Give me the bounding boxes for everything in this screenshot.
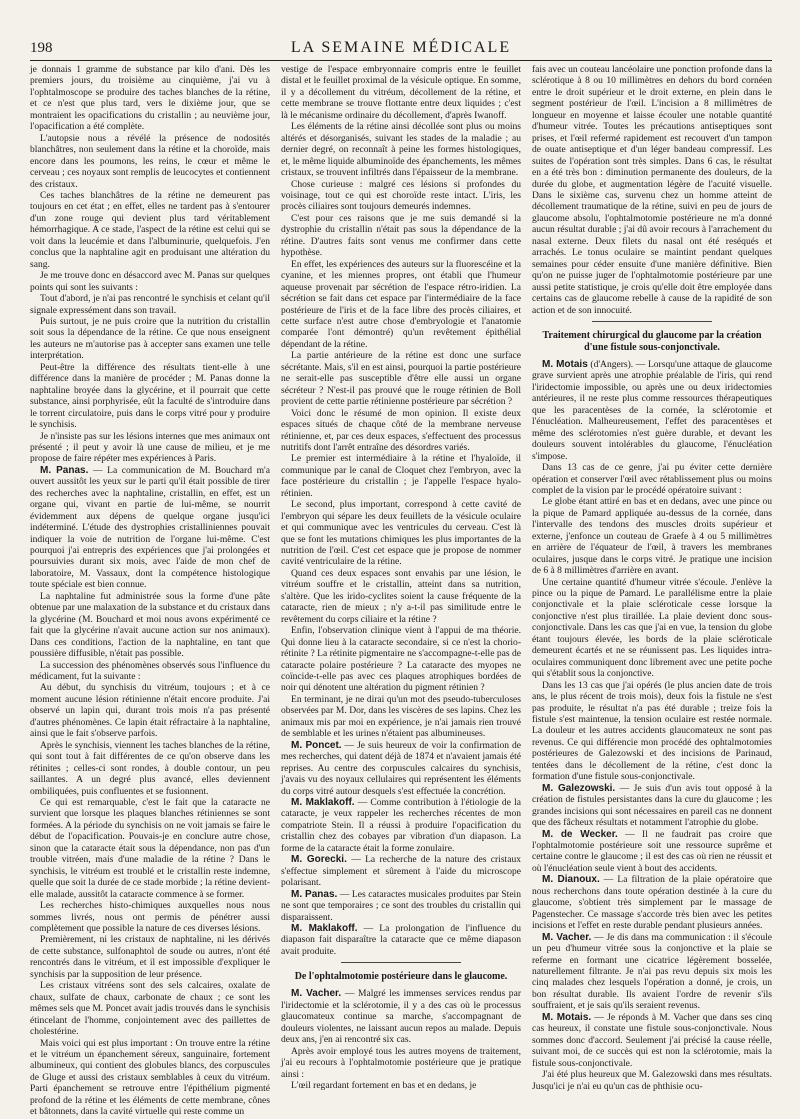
paragraph: [532, 462, 772, 496]
paragraph-text: fais avec un couteau lancéolaire une ponction profonde dans la sclérotique à 8 ou 10 millimètres en dehors du bord cornéen entre le droit supérieur et le droit externe, en plein dans le segment postérieur de l'œil. L'incision a 8 millimètres de longueur en moyenne et laisse écouler une notable quantité d'humeur vitrée. Toutes les précautions antiseptiques sont prises, et l'œil refermé rapidement est recouvert d'un tampon de ouate antiseptique et d'un léger bandeau compressif. Les suites de l'opération sont très simples. Dans 6 cas, le résultat en a été très bon : diminution permanente des douleurs, de la durée du globe, et augmentation légère de l'acuité visuelle. Dans le sixième cas, survenu chez un homme atteint de décollement traumatique de la rétine, suivi en peu de jours de glaucome absolu, l'ophtalmotomie postérieure ne m'a donné aucun résultat durable ; j'ai dû avoir recours à l'arrachement du nasal externe. Deux filets du nasal ont été reséqués et arrachés. Le tonus oculaire se maintint pendant quelques semaines pour céder ensuite d'une manière définitive. Bien qu'on ne puisse juger de l'ophtalmotomie postérieure par une aussi petite statistique, je crois qu'elle doit être employée dans certains cas de glaucome rebelle à cause de la rapidité de son action et de son innocuité.: [532, 64, 772, 316]
paragraph: [30, 591, 270, 660]
speaker-name: M. Vacher.: [291, 988, 342, 1000]
section-title: De l'ophtalmotomie postérieure dans le glaucome.: [294, 971, 508, 983]
paragraph: [281, 988, 521, 1045]
paragraph: [532, 1069, 772, 1092]
paragraph: [30, 1038, 270, 1118]
paragraph-text: Premièrement, ni les cristaux de naphtaline, ni les dérivés de cette substance, sulfonaphtol de soude ou autres, n'ont été rencontrés dans le vitréum, et il est impossible d'expliquer le synchisis par la supposition de leur présence.: [30, 934, 270, 980]
paragraph-text: La partie antérieure de la rétine est donc une surface sécrétante. Mais, s'il en est ainsi, pourquoi la partie postérieure ne serait-elle pas susceptible d'être elle aussi un organe sécréteur ? N'est-il pas prouvé que le rouge rétinien de Boll provient de cette partie rétinienne postérieure par sécrétion ?: [281, 350, 521, 408]
paragraph-text: — Comme contribution à l'étiologie de la cataracte, je veux rappeler les recherches récentes de mon compatriote Stein. Il a réussi à produire l'opacification du cristallin chez des cobayes par vibration d'un diapason. La forme de la cataracte était la forme zonulaire.: [281, 797, 521, 854]
paragraph-text: J'ai été plus heureux que M. Galezowski dans mes résultats. Jusqu'ici je n'ai eu qu'un cas de phthisie ocu-: [532, 1069, 772, 1092]
paragraph-text: — La communication de M. Bouchard m'a ouvert aussitôt les yeux sur le parti qu'il était possible de tirer des recherches avec la naphtaline, cristallin, en effet, est un organe qui, vivant en partie de lui-même, se nourrit évidemment aux dépens de quelque organe jusqu'ici indéterminé. L'étude des dystrophies cristalliniennes pouvait indiquer la voie de nutrition de l'organe lui-même. C'est pourquoi j'ai entrepris des expériences que j'ai prolongées et poursuivies durant six mois, avec l'aide de mon chef de laboratoire, M. Vassaux, dont la compétence histologique toute spéciale est bien connue.: [30, 464, 270, 591]
paragraph-text: C'est pour ces raisons que je me suis demandé si la dystrophie du cristallin n'était pas sous la dépendance de la rétine. D'autres faits sont venus me confirmer dans cette hypothèse.: [281, 212, 521, 259]
paragraph-text: — Je suis d'un avis tout opposé à la création de fistules persistantes dans la cure du glaucome ; les grandes incisions qui sont nécessaires en pareil cas ne donnent que des fâcheux résultats et notamment l'atrophie du globe.: [532, 782, 773, 829]
paragraph-text: — Les cataractes musicales produites par Stein ne sont que temporaires ; ce sont des troubles du cristallin qui disparaissent.: [281, 888, 521, 923]
paragraph-text: Une certaine quantité d'humeur vitrée s'écoule. J'enlève la pince ou la pique de Pamard. Le parallélisme entre la plaie conjonctivale et la plaie scléroticale cesse lorsque la conjonctive n'est plus tiraillée. La plaie devient donc sous-conjonctivale. Dans les cas que j'ai en vue, la tension du globe étant toujours élevée, les bords de la plaie scléroticale demeurent écartés et ne se réunissent pas. Les liquides intra-oculaires communiquent donc librement avec une petite poche qui s'établit sous la conjonctive.: [532, 576, 772, 680]
paragraph: [281, 740, 521, 797]
paragraph: [30, 682, 270, 739]
section-rule: [341, 962, 461, 963]
paragraph: [532, 680, 772, 783]
paragraph: [532, 932, 772, 1012]
paragraph: [532, 359, 772, 462]
paragraph-text: — Je suis heureux de voir la confirmation de mes recherches, qui datent déjà de 1874 et n'avaient jamais été reprises. Au centre des corpuscules calcaires du synchisis, j'avais vu des noyaux cellulaires qui représentent les éléments du corps vitré autour desquels s'est effectuée la concrétion.: [281, 739, 521, 797]
page-number: 198: [30, 40, 53, 56]
speaker-name: M. de Wecker.: [542, 828, 618, 840]
paragraph: [532, 874, 772, 931]
paragraph-text: L'œil regardant fortement en bas et en dedans, je: [291, 1079, 477, 1091]
speaker-name: M. Dianoux.: [542, 874, 600, 886]
paragraph: [532, 829, 772, 875]
paragraph-text: Puis surtout, je ne puis croire que la nutrition du cristallin soit sous la dépendance de la rétine. Ce que nous enseignent les auteurs ne m'autorise pas à accepter sans examen une telle interprétation.: [30, 315, 270, 362]
paragraph: [30, 293, 270, 316]
paragraph: [281, 1080, 521, 1091]
paragraph: [281, 259, 521, 351]
paragraph-text: Après avoir employé tous les autres moyens de traitement, j'ai eu recours à l'ophtalmotomie postérieure que je pratique ainsi :: [281, 1045, 521, 1080]
paragraph-text: Chose curieuse : malgré ces lésions si profondes du voisinage, tout ce qui est choroïde reste intact. L'iris, les procès ciliaires sont toujours demeurés indemnes.: [281, 178, 521, 213]
paragraph-text: Le second, plus important, correspond à cette cavité de l'embryon qui sépare les deux feuillets de la vésicule oculaire et qui communique avec les ventricules du cerveau. C'est là que se font les mutations chimiques les plus importantes de la nutrition de l'œil. C'est cet espace que je propose de nommer cavité ventriculaire de la rétine.: [281, 499, 521, 568]
column-right: [532, 64, 772, 1118]
paragraph-text: Je n'insiste pas sur les lésions internes que mes animaux ont présenté ; il peut y avoir là une cause de milieu, et je me propose de faire répéter mes expériences à Paris.: [30, 430, 270, 465]
paragraph: [281, 568, 521, 625]
paragraph: [30, 900, 270, 934]
paragraph-text: Mais voici qui est plus important : On trouve entre la rétine et le vitréum un épanchement séreux, sanguinaire, fortement albumineux, qui contient des globules blancs, des corpuscules de Gluge et aussi des cristaux semblables à ceux du vitréum. Parti épanchement se retrouve entre l'épithélium pigmenté profond de la rétine et les éléments de cette membrane, cônes et bâtonnets, dans la cavité virtuelle qui reste comme un: [30, 1037, 270, 1118]
paragraph-text: La naphtaline fut administrée sous la forme d'une pâte obtenue par une malaxation de la substance et du cristaux dans la glycérine (M. Bouchard et moi nous avons expérimenté ce fait que la glycérine n'avait aucune action sur nos animaux). Dans ces conditions, l'action de la naphtaline, en tant que poussière diffusible, n'était pas possible.: [30, 590, 270, 660]
speaker-name: M. Maklakoff.: [291, 922, 358, 934]
paragraph: [281, 408, 521, 454]
paragraph-text: Enfin, l'observation clinique vient à l'appui de ma théorie. Qui donne lieu à la cataracte secondaire, si ce n'est la chorio-rétinite ? La rétinite pigmentaire ne s'accompagne-t-elle pas de cataracte polaire postérieure ? La cataracte des myopes ne coïncide-t-elle pas avec ces plaques atrophiques bordées de noir qui dénotent une altération du pigment rétinien ?: [281, 625, 521, 694]
speaker-name: M. Maklakoff.: [291, 797, 355, 808]
paragraph: [281, 64, 521, 121]
paragraph: [532, 577, 772, 680]
paragraph: [281, 797, 521, 854]
journal-title: LA SEMAINE MÉDICALE: [290, 39, 512, 56]
section-title: Traitement chirurgical du glaucome par la création d'une fistule sous-conjonctivale.: [542, 329, 762, 353]
speaker-name: M. Gorecki.: [291, 854, 347, 866]
speaker-name: M. Motais: [542, 358, 588, 370]
paragraph: [30, 133, 270, 190]
paragraph-text: — La recherche de la nature des cristaux s'effectue simplement et sûrement à l'aide du microscope polarisant.: [281, 854, 521, 889]
paragraph: [281, 625, 521, 694]
article-columns: [30, 64, 773, 1118]
paragraph-text: Tout d'abord, je n'ai pas rencontré le synchisis et celant qu'il signale expressément dans son travail.: [30, 293, 270, 316]
paragraph: [281, 350, 521, 407]
paragraph: [30, 934, 270, 980]
paragraph-text: En effet, les expériences des auteurs sur la fluorescéine et la cyanine, et les miennes propres, ont établi que l'humeur aqueuse provenait par sécrétion de l'espace rétro-iridien. La sécrétion se fait dans cet espace par l'intermédiaire de la face postérieure de l'iris et de la face libre des procès ciliaires, et cette surface n'est autre chose d'embryologie et l'anatomie comparée l'ont démontré) qu'un revêtement épithélial dépendant de la rétine.: [281, 258, 521, 350]
paragraph: [281, 453, 521, 499]
paragraph: [30, 740, 270, 797]
paragraph-text: Je me trouve donc en désaccord avec M. Panas sur quelques points qui sont les suivants :: [30, 270, 270, 293]
paragraph: [281, 499, 521, 568]
paragraph: [281, 854, 521, 888]
paragraph-text: Ce qui est remarquable, c'est le fait que la cataracte ne survient que lorsque les plaques blanches rétiniennes se sont formées. A la période du synchisis on ne voit jamais se faire le début de l'opacification. Pouvais-je en conclure autre chose, sinon que la cataracte était sous la dépendance, non pas d'un trouble vitréen, mais d'une maladie de la rétine ? Dans le synchisis, le vitréum est troublé et le cristallin reste indemne, quelle que soit la durée de ce stade morbide ; la rétine devient-elle malade, aussitôt la cataracte commence à se former.: [30, 797, 270, 900]
speaker-name: M. Poncet.: [291, 739, 342, 751]
paragraph: [532, 783, 772, 829]
paragraph-text: Peut-être la différence des résultats tient-elle à une différence dans la manière de procéder ; M. Panas donne la naphtaline broyée dans la glycérine, et il pourrait que cette substance, ainsi porphyrisée, eût la faculté de s'introduire dans le torrent circulatoire, puis dans le corps vitré pour y produire le synchisis.: [30, 361, 270, 431]
paragraph-text: je donnais 1 gramme de substance par kilo d'ani. Dès les premiers jours, du troisième au cinquième, j'ai vu à l'ophtalmoscope se produire des taches blanches de la rétine, et ce n'est que plus tard, vers le dixième jour, que se montraient les opacifications du cristallin ; au neuvième jour, l'opacification a été complète.: [30, 64, 270, 133]
paragraph: [532, 1012, 772, 1069]
paragraph-text: En terminant, je ne dirai qu'un mot des pseudo-tuberculoses observées par M. Dor, dans les viscères de ses lapins. Chez les animaux mis par moi en expérience, je n'ai jamais rien trouvé de semblable et les urines n'étaient pas albumineuses.: [281, 693, 521, 740]
speaker-name: M. Vacher.: [542, 931, 592, 943]
paragraph-text: La succession des phénomènes observés sous l'influence du médicament, fut la suivante :: [30, 659, 270, 683]
paragraph: [30, 980, 270, 1037]
paragraph: [30, 797, 270, 900]
paragraph: [30, 190, 270, 270]
paragraph-text: Voici donc le résumé de mon opinion. Il existe deux espaces situés de chaque côté de la membrane nerveuse rétinienne, et, par ces deux espaces, s'effectuent des processus nutritifs dont l'arrêt entraîne des désordres variés.: [281, 407, 521, 453]
paragraph-text: Les cristaux vitréens sont des sels calcaires, oxalate de chaux, sulfate de chaux, carbonate de chaux ; ce sont les mêmes sels que M. Poncet avait jadis trouvés dans le synchisis étincelant de l'homme, conjointement avec des paillettes de cholestérine.: [30, 980, 270, 1038]
paragraph-text: — La prolongation de l'influence du diapason fait disparaître la cataracte que ce même diapason avait produite.: [281, 922, 521, 957]
paragraph-text: (d'Angers). — Lorsqu'une attaque de glaucome grave survient après une atrophie préalable de l'iris, qui rend l'iridectomie impossible, ou après une ou deux iridectomies antérieures, il ne reste plus comme ressources thérapeutiques que les paracentèses de la cornée, la sclérotomie et l'énucléation. Malheureusement, l'effet des paracentèses et même des sclérotomies n'est guère durable, et devant les douleurs souvent intolérables du glaucome, l'énucléation s'impose.: [532, 358, 772, 462]
page-header: [30, 38, 772, 61]
paragraph: [281, 121, 521, 178]
paragraph: [281, 179, 521, 213]
speaker-name: M. Galezowski.: [542, 782, 616, 794]
speaker-name: M. Panas.: [291, 888, 338, 900]
paragraph-text: — Il ne faudrait pas croire que l'ophtalmotomie postérieure soit une ressource suprême et certaine contre le glaucome ; il est des cas où rien ne réussit et où l'énucléation seule vient à bout des accidents.: [532, 828, 772, 874]
paragraph: [532, 64, 772, 316]
paragraph: [30, 660, 270, 683]
speaker-name: M. Panas.: [40, 464, 89, 476]
column-middle: [281, 64, 521, 1118]
paragraph-text: Après le synchisis, viennent les taches blanches de la rétine, qui sont tout à fait différentes de ce qu'on observe dans les rétinites ; celles-ci sont rondes, à double contour, un peu saillantes. A un degré plus avancé, elles deviennent ombiliquées, puis confluentes et se fusionnent.: [30, 739, 270, 797]
paragraph-text: Quand ces deux espaces sont envahis par une lésion, le vitréum souffre et le cristallin, atteint dans sa nutrition, s'altère. Que les irido-cyclites soient la cause fréquente de la cataracte, rien de mieux ; n'y a-t-il pas similitude entre le revêtement du corps ciliaire et la rétine ?: [281, 567, 521, 625]
paragraph: [281, 694, 521, 740]
column-left: [30, 64, 270, 1118]
paragraph: [281, 1046, 521, 1080]
paragraph-text: Les recherches histo-chimiques auxquelles nous nous sommes livrés, nous ont permis de pénétrer aussi complètement que possible la nature de ces diverses lésions.: [30, 900, 270, 934]
paragraph-text: Le premier est intermédiaire à la rétine et l'hyaloïde, il communique par le canal de Cloquet chez l'embryon, avec la face postérieure du cristallin ; je l'appelle l'espace hyalo-rétinien.: [281, 453, 521, 499]
paragraph-text: Les éléments de la rétine ainsi décollée sont plus ou moins altérés et désorganisés, suivant les stades de la maladie ; au dernier degré, on reconnaît à peine les formes histologiques, et, le même liquide albuminoïde des épanchements, les mêmes cristaux, se trouvent infiltrés dans l'épaisseur de la membrane.: [281, 121, 521, 179]
paragraph: [30, 270, 270, 293]
section-rule: [592, 321, 712, 322]
paragraph-text: — La filtration de la plaie opératoire que nous recherchons dans toute opération destinée à la cure du glaucome, s'obtient très simplement par le massage de Pagenstecher. Ce massage s'accorde très bien avec les petites incisions et l'effet en reste durable pendant plusieurs années.: [532, 874, 772, 932]
paragraph-text: Ces taches blanchâtres de la rétine ne demeurent pas toujours en cet état ; en effet, elles ne tardent pas à s'entourer d'un zone rouge qui devient plus tard véritablement hémorrhagique. A ce stade, l'aspect de la rétine est celui qui se voit dans la leucémie et dans l'albuminurie, quelquefois. J'en conclus que la naphtaline agit en produisant une altération du sang.: [30, 189, 270, 270]
paragraph: [532, 496, 772, 576]
paragraph-text: vestige de l'espace embryonnaire compris entre le feuillet distal et le feuillet proximal de la vésicule optique. En somme, il y a décollement du vitréum, décollement de la rétine, et cette membrane se trouve flottante entre deux liquides ; c'est là le mécanisme ordinaire du décollement, d'après Iwanoff.: [281, 64, 521, 121]
paragraph-text: Dans les 13 cas que j'ai opérés (le plus ancien date de trois ans, le plus récent de trois mois), deux fois la fistule ne s'est pas produite, le résultat n'a pas été durable ; treize fois la fistule s'est maintenue, la tension oculaire est restée normale. La douleur et les autres accidents glaucomateux ne sont pas revenus. Ce qui différencie mon procédé des ophtalmotomies postérieures de Galezowski et des incisions de Parinaud, tentées dans le décollement de la rétine, c'est donc la formation d'une fistule sous-conjonctivale.: [532, 679, 772, 783]
paragraph: [281, 889, 521, 923]
paragraph: [281, 213, 521, 259]
paragraph: [30, 431, 270, 465]
paragraph: [30, 64, 270, 133]
paragraph-text: — Je réponds à M. Vacher que dans ses cinq cas heureux, il constate une fistule sous-conjonctivale. Nous sommes donc d'accord. Seulement j'ai précisé la cause réelle, suivant moi, de ce succès qui est non la sclérotomie, mais la fistule sous-conjonctivale.: [532, 1011, 773, 1069]
paragraph-text: L'autopsie nous a révélé la présence de nodosités blanchâtres, non seulement dans la rétine et la choroïde, mais encore dans les poumons, les reins, le cœur et même le cerveau ; ces noyaux sont remplis de leucocytes et contiennent des cristaux.: [30, 132, 270, 190]
paragraph: [30, 465, 270, 591]
paragraph: [281, 923, 521, 957]
paragraph-text: — Je dis dans ma communication : il s'écoule un peu d'humeur vitrée sous la conjonctive et la plaie se referme en formant une cicatrice légèrement bosselée, naturellement filtrante. Je n'ai pas revu depuis six mois les cinq malades chez lesquels l'opération a donné, je crois, un bon résultat durable. Ils avaient l'ordre de revenir s'ils souffraient, et je sais qu'ils seraient revenus.: [532, 931, 772, 1012]
paragraph-text: Dans 13 cas de ce genre, j'ai pu éviter cette dernière opération et conserver l'œil avec rétablissement plus ou moins complet de la vision par le procédé opératoire suivant :: [532, 462, 772, 496]
paragraph: [30, 362, 270, 431]
paragraph: [30, 316, 270, 362]
speaker-name: M. Motais.: [542, 1011, 592, 1023]
paragraph-text: Le globe étant attiré en bas et en dedans, avec une pince ou la pique de Pamard appliquée au-dessus de la cornée, dans l'intervalle des tendons des muscles droits supérieur et externe, j'enfonce un couteau de Graefe à 4 ou 5 millimètres en arrière de l'équateur de l'œil, à travers les membranes oculaires, jusque dans le corps vitré. Je pratique une incision de 6 à 8 millimètres d'arrière en avant.: [532, 496, 772, 577]
paragraph-text: Au début, du synchisis du vitréum, toujours ; et à ce moment aucune lésion rétinienne n'était encore produite. J'ai observé un lapin qui, durant trois mois n'a pas présenté d'autres phénomènes. Ce lapin était réfractaire à la naphtaline, ainsi que le fait s'observe parfois.: [30, 682, 270, 740]
paragraph-text: — Malgré les immenses services rendus par l'iridectomie et la sclérotomie, il y a des cas où le processus glaucomateux continue sa marche, s'accompagnant de douleurs violentes, ne laissant aucun repos au malade. Depuis deux ans, j'en ai rencontré six cas.: [281, 988, 521, 1046]
